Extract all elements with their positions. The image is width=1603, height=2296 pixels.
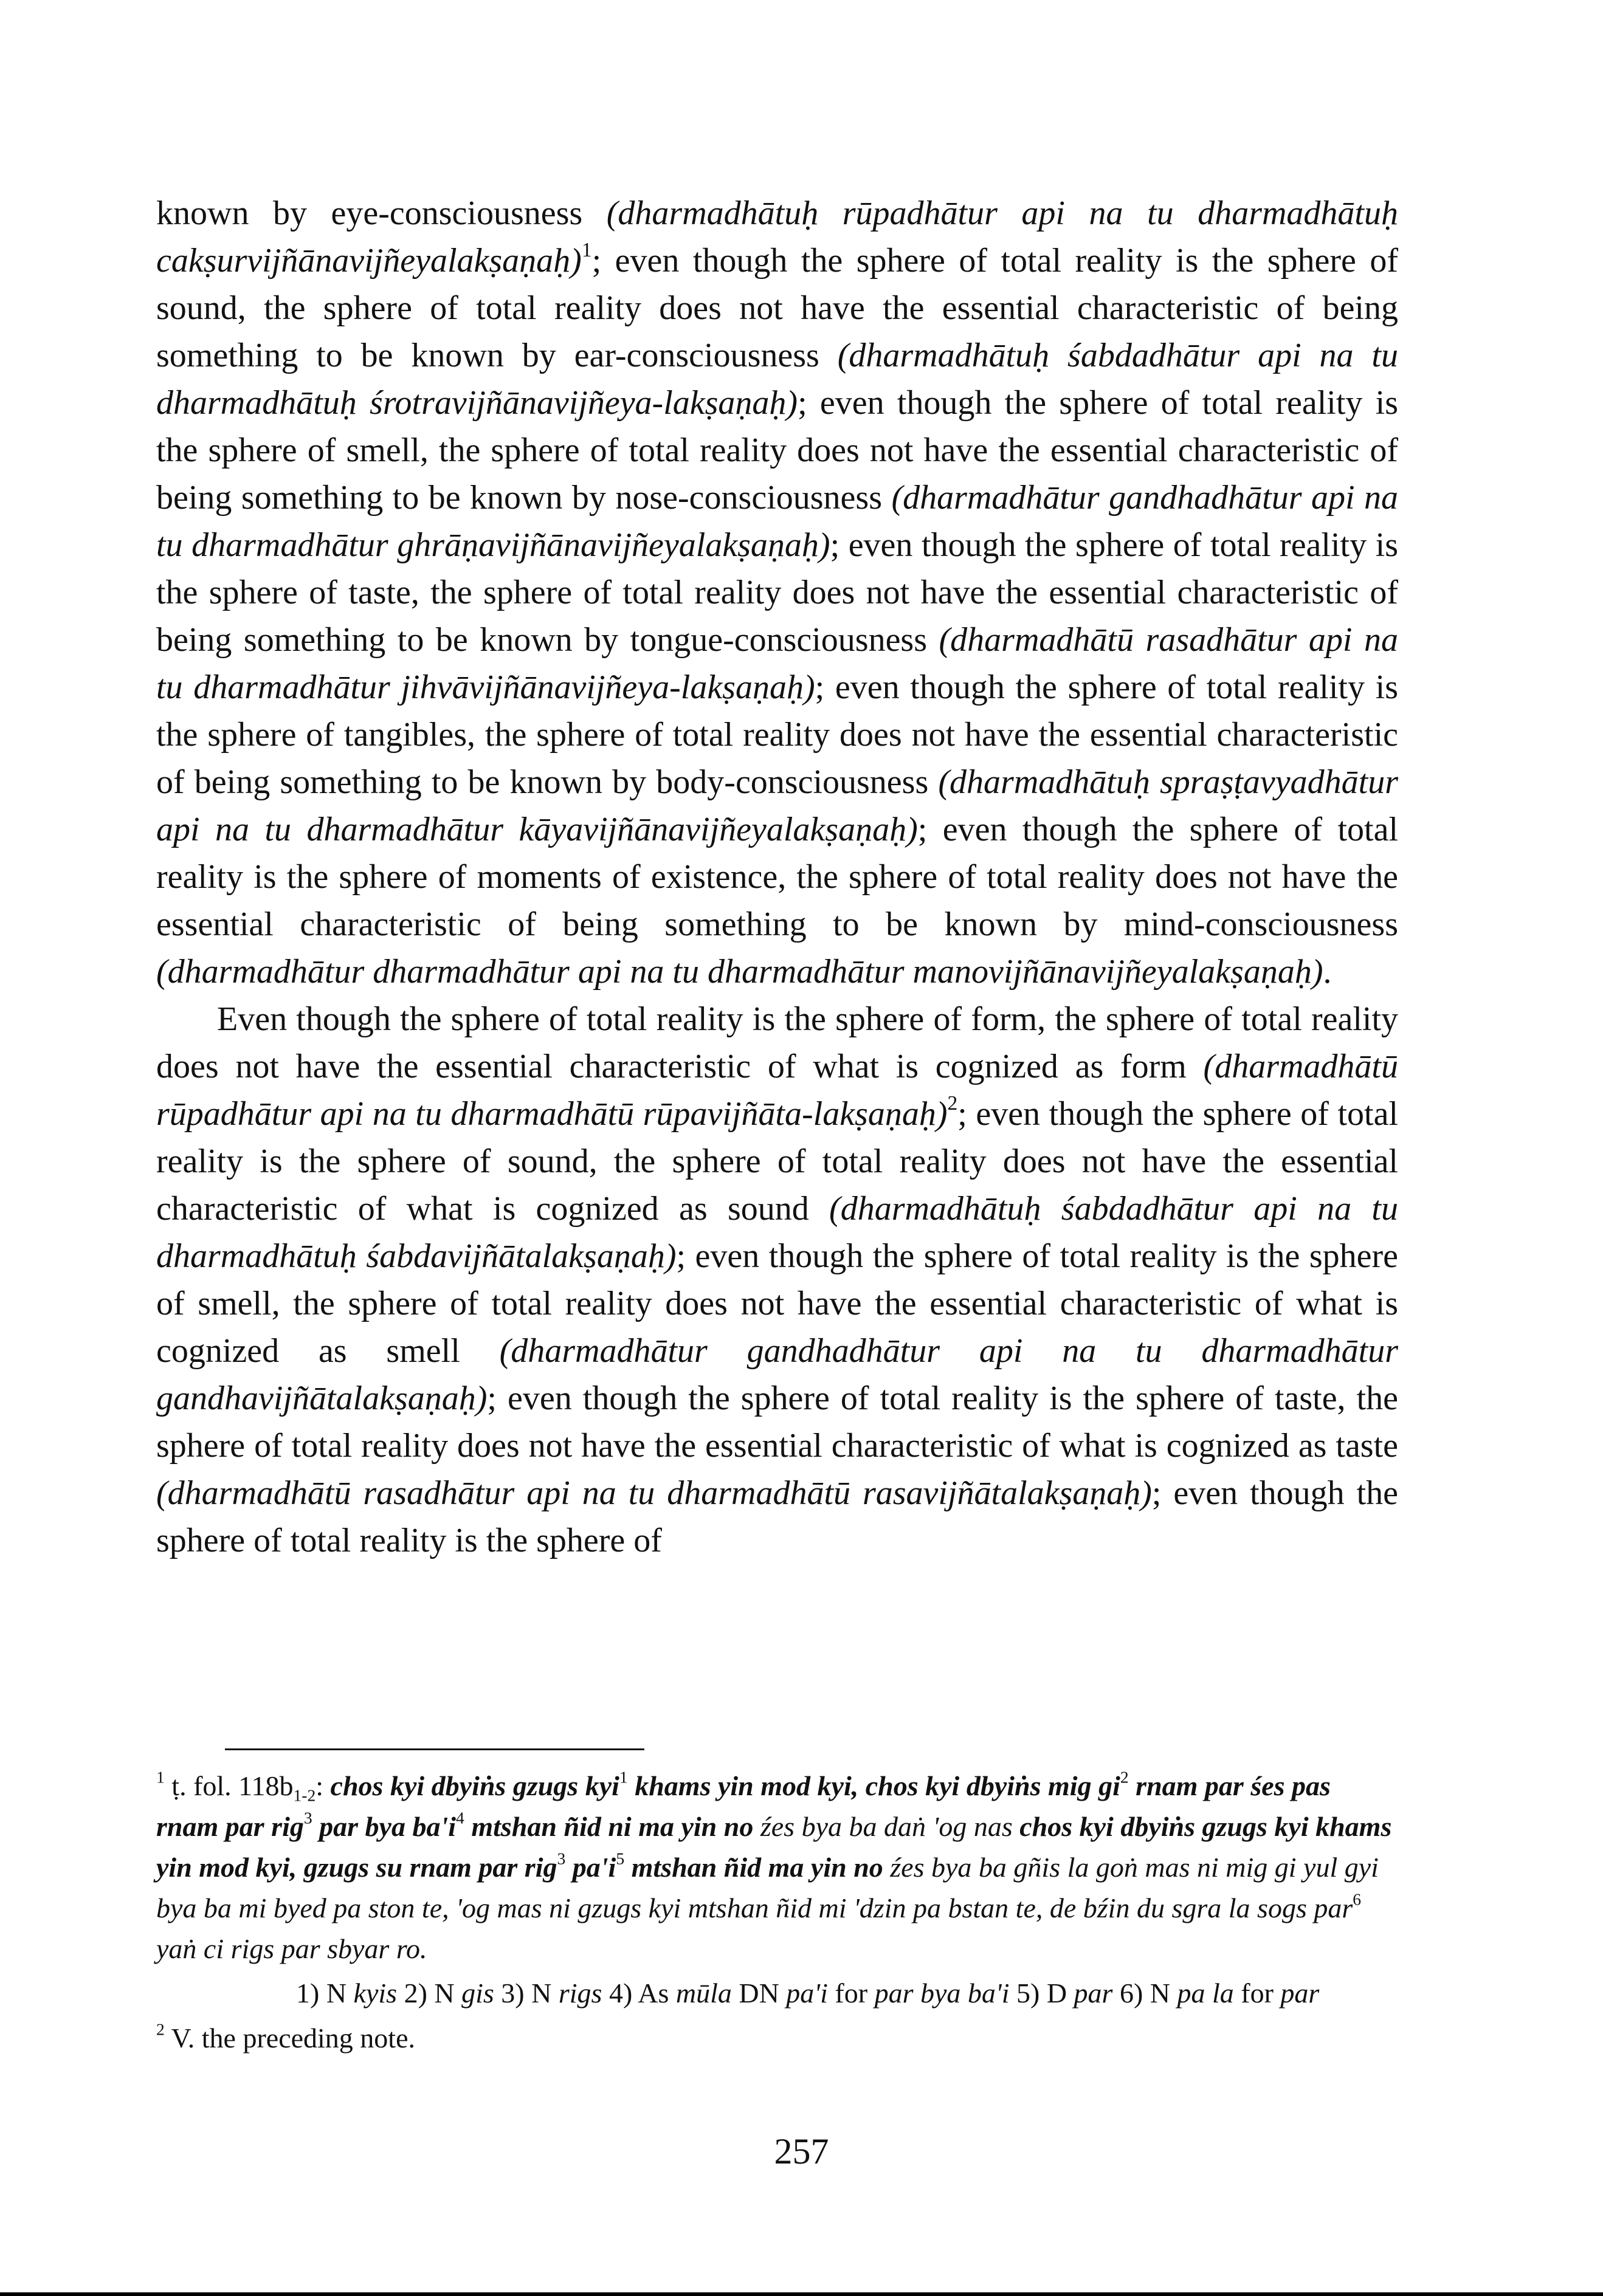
footnote-ref: 2: [947, 1091, 958, 1115]
footnote-ref: 4: [456, 1808, 464, 1827]
transliteration-text: mtshan ñid ni ma yin no: [464, 1811, 754, 1842]
transliteration-text: mūla: [675, 1978, 732, 2009]
transliteration-text: par bya ba'i: [874, 1978, 1010, 2009]
transliteration-text: (dharmadhātū rasadhātur api na tu dharmadhātur jihvāvijñānavijñeya-lakṣaṇaḥ): [156, 621, 1399, 706]
text-run: 4) As: [602, 1978, 676, 2009]
text-run: ; even though the sphere of total reality is the sphere of taste, the sphere of total reality does not have the essential characteristic of being something to be known by tongue-consciousness: [156, 526, 1399, 659]
transliteration-text: kyis: [353, 1978, 398, 2009]
text-run: .: [1323, 953, 1332, 991]
text-run: DN: [731, 1978, 787, 2009]
transliteration-text: (dharmadhātuḥ spraṣṭavyadhātur api na tu dharmadhātur kāyavijñānavijñeyalakṣaṇaḥ): [156, 763, 1398, 848]
transliteration-text: źes bya ba daṅ 'og nas: [753, 1811, 1020, 1842]
footnote-ref: 5: [616, 1849, 625, 1868]
footnote-number: 1: [156, 1767, 165, 1787]
text-run: for: [1233, 1978, 1281, 2009]
text-run: ; even though the sphere of total reality is the sphere of sound, the sphere of total reality does not have the essential characteristic of what is cognized as sound: [156, 1095, 1398, 1228]
transliteration-text: (dharmadhātur gandhadhātur api na tu dharmadhātur gandhavijñātalakṣaṇaḥ): [156, 1332, 1398, 1417]
text-run: ; even though the sphere of total reality is the sphere of moments of existence, the sphere of total reality does not have the essential characteristic of being something to be known by mind-consciousness: [156, 811, 1398, 943]
footnote-1: [156, 1765, 1398, 1969]
text-run: 6) N: [1112, 1978, 1177, 2009]
transliteration-text: rigs: [558, 1978, 602, 2009]
text-run: ; even though the sphere of total reality is the sphere of smell, the sphere of total reality does not have the essential characteristic of what is cognized as smell: [156, 1237, 1398, 1370]
transliteration-text: pa'i: [786, 1978, 828, 2009]
text-run: for: [827, 1978, 875, 2009]
footnotes: [156, 1765, 1398, 2058]
transliteration-text: źes bya ba gñis la goṅ mas ni mig gi yul gyi bya ba mi byed pa ston te, 'og mas ni gzugs kyi mtshan ñid mi 'dzin pa bstan te, de bźin du sgra la sogs par: [156, 1852, 1379, 1923]
footnote-ref: 1: [619, 1767, 628, 1787]
transliteration-text: (dharmadhātuḥ śabdadhātur api na tu dharmadhātuḥ śrotravijñānavijñeya-lakṣaṇaḥ): [156, 337, 1398, 422]
text-run: 3) N: [494, 1978, 559, 2009]
transliteration-text: yaṅ ci rigs par sbyar ro.: [156, 1933, 427, 1964]
text-run: ; even though the sphere of total reality is the sphere of smell, the sphere of total reality does not have the essential characteristic of being something to be known by nose-consciousness: [156, 384, 1398, 517]
transliteration-text: (dharmadhātū rasadhātur api na tu dharmadhātū rasavijñātalakṣaṇaḥ): [156, 1474, 1152, 1512]
transliteration-text: (dharmadhātur dharmadhātur api na tu dharmadhātur manovijñānavijñeyalakṣaṇaḥ): [156, 953, 1323, 991]
text-run: ; even though the sphere of total reality is the sphere of tangibles, the sphere of total reality does not have the essential characteristic of being something to be known by body-consciousness: [156, 669, 1399, 801]
text-run: ; even though the sphere of total reality is the sphere of taste, the sphere of total reality does not have the essential characteristic of what is cognized as taste: [156, 1380, 1398, 1465]
transliteration-text: pa'i: [565, 1852, 616, 1883]
body-text: [156, 190, 1398, 1564]
transliteration-text: (dharmadhātur gandhadhātur api na tu dharmadhātur ghrāṇavijñānavijñeyalakṣaṇaḥ): [156, 479, 1398, 564]
text-run: known by eye-consciousness: [156, 194, 607, 232]
transliteration-text: rnam par śes pas rnam par rig: [156, 1770, 1331, 1842]
footnote-number: 2: [156, 2019, 165, 2039]
footnote-ref: 3: [303, 1808, 312, 1827]
footnote-ref: 2: [1120, 1767, 1129, 1787]
subscript: 1-2: [293, 1786, 316, 1805]
footnote-2: [156, 2018, 1398, 2058]
footnote-ref: 1: [581, 238, 592, 261]
transliteration-text: par: [1280, 1978, 1320, 2009]
text-run: 1) N: [296, 1978, 354, 2009]
transliteration-text: par: [1074, 1978, 1113, 2009]
footnote-separator: [225, 1748, 644, 1750]
footnote-ref: 3: [557, 1849, 566, 1868]
text-run: ; even though the sphere of total reality is the sphere of sound, the sphere of total reality does not have the essential characteristic of being something to be known by ear-consciousness: [156, 242, 1398, 374]
transliteration-text: par bya ba'i: [312, 1811, 457, 1842]
text-run: :: [315, 1770, 331, 1801]
transliteration-text: mtshan ñid ma yin no: [624, 1852, 883, 1883]
transliteration-text: (dharmadhātū rūpadhātur api na tu dharmadhātū rūpavijñāta-lakṣaṇaḥ): [156, 1048, 1398, 1133]
text-run: Even though the sphere of total reality is the sphere of form, the sphere of total reality does not have the essential characteristic of what is cognized as form: [156, 1000, 1398, 1085]
text-run: 5) D: [1009, 1978, 1074, 2009]
transliteration-text: (dharmadhātuḥ śabdadhātur api na tu dharmadhātuḥ śabdavijñātalakṣaṇaḥ): [156, 1190, 1398, 1275]
transliteration-text: pa la: [1177, 1978, 1234, 2009]
text-run: ṭ. fol. 118b: [164, 1770, 294, 1801]
transliteration-text: gis: [461, 1978, 494, 2009]
footnote-1-variants: [156, 1969, 1398, 2018]
scan-border: [0, 2292, 1603, 2296]
paragraph-2: [156, 995, 1398, 1564]
transliteration-text: khams yin mod kyi, chos kyi dbyiṅs mig gi: [627, 1770, 1120, 1801]
text-run: ; even though the sphere of total reality is the sphere of: [156, 1474, 1398, 1559]
text-run: 2) N: [397, 1978, 462, 2009]
paragraph-1: [156, 190, 1398, 995]
transliteration-text: chos kyi dbyiṅs gzugs kyi: [330, 1770, 619, 1801]
footnote-ref: 6: [1353, 1889, 1362, 1909]
text-run: V. the preceding note.: [164, 2023, 415, 2054]
transliteration-text: chos kyi dbyiṅs gzugs kyi khams yin mod kyi, gzugs su rnam par rig: [156, 1811, 1392, 1883]
transliteration-text: (dharmadhātuḥ rūpadhātur api na tu dharmadhātuḥ cakṣurvijñānavijñeyalakṣaṇaḥ): [156, 194, 1398, 280]
page-number: 257: [774, 2131, 829, 2171]
